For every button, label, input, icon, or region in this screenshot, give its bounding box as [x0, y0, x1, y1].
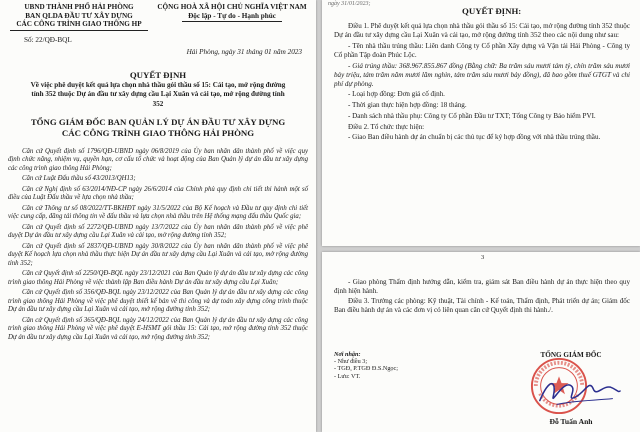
legal-basis-item: Căn cứ Quyết định số 1796/QĐ-UBND ngày 06/8/2019 của Ủy ban nhân dân thành phố về việc quy định chức năng, nhiệm vụ, quyền hạn, cơ cấu tổ chức và hoạt động của Ban Quản lý dự án đầu tư xây dựng các công trình giao thông Hải Phòng;	[8, 148, 308, 172]
legal-basis-item: Căn cứ Quyết định số 365/QĐ-BQL ngày 24/12/2022 của Ban Quản lý dự án đầu tư xây dựng các công trình giao thông Hải Phòng về việc phê duyệt E-HSMT gói thầu 15: Cải tạo, mở rộng đường tỉnh 352 thuộc Dự án đầu tư xây dựng cầu Lại Xuân và cải tạo, mở rộng đường tỉnh 352;	[8, 316, 308, 341]
document-page-1	[0, 0, 316, 432]
issuing-authority	[8, 117, 308, 139]
winning-price: - Giá trúng thầu: 368.967.855.867 đồng (Bằng chữ: Ba trăm sáu mươi tám tỷ, chín trăm sáu mươi bảy triệu, tám trăm năm mươi lăm nghìn, tám trăm sáu mươi bảy đồng), đã bao gồm thuế GTGT và chi phí dự phòng.	[334, 61, 630, 88]
document-page-3	[322, 252, 640, 432]
article-2-item: - Giao Ban điều hành dự án chuẩn bị các thủ tục để ký hợp đồng với nhà thầu trúng thầu.	[348, 133, 601, 142]
legal-basis-item: Căn cứ Thông tư số 08/2022/TT-BKHĐT ngày 31/5/2022 của Bộ Kế hoạch và Đầu tư quy định chi tiết việc cung cấp, đăng tải thông tin về đấu thầu và lựa chọn nhà thầu trên Hệ thống mạng đấu thầu Quốc gia;	[8, 205, 308, 221]
decision-heading: QUYẾT ĐỊNH:	[462, 6, 522, 16]
subcontractor-list: - Danh sách nhà thầu phụ: Công ty Cổ phần Đầu tư TXT; Tổng Công ty Bảo hiểm PVI.	[348, 111, 596, 120]
document-header	[4, 3, 312, 55]
legal-basis-item: Căn cứ Nghị định số 63/2014/NĐ-CP ngày 26/6/2014 của Chính phủ quy định chi tiết thi hành một số điều của Luật Đấu thầu về lựa chọn nhà thầu;	[8, 186, 308, 202]
recipient-item: - Như điều 3;	[334, 358, 368, 366]
document-page-2	[322, 0, 640, 246]
page-number: 3	[481, 254, 485, 261]
legal-basis-item: Căn cứ Quyết định số 2272/QĐ-UBND ngày 13/7/2022 của Ủy ban nhân dân thành phố về việc phê duyệt Dự án đầu tư xây dựng cầu Lại Xuân và cải tạo, mở rộng đường tỉnh 352;	[8, 224, 308, 240]
article-1: Điều 1. Phê duyệt kết quả lựa chọn nhà thầu gói thầu số 15: Cải tạo, mở rộng đường tỉnh 352 thuộc Dự án đầu tư xây dựng cầu Lại Xuân và cải tạo, mở rộng đường tỉnh 352 theo các nội dung như sau:	[334, 22, 630, 40]
recipient-item: - Lưu: VT.	[334, 372, 361, 380]
document-subject: Về việc phê duyệt kết quả lựa chọn nhà thầu gói thầu số 15: Cải tạo, mở rộng đường tỉnh 352 thuộc Dự án đầu tư xây dựng cầu Lại Xuân và cải tạo, mở rộng đường tỉnh 352	[30, 81, 286, 108]
article-2-item: - Giao phòng Thẩm định hướng dẫn, kiểm tra, giám sát Ban điều hành dự án thực hiện theo quy định hiện hành.	[334, 278, 630, 295]
signature-block	[510, 351, 632, 431]
legal-basis-list	[8, 148, 308, 344]
signer-name: Đỗ Tuấn Anh	[549, 417, 593, 426]
carried-over-text: ngày 31/01/2023;	[328, 1, 371, 7]
recipients-label: Nơi nhận:	[334, 351, 361, 358]
document-date: Hải Phòng, ngày 31 tháng 01 năm 2023	[186, 48, 302, 56]
national-name: CỘNG HOÀ XÃ HỘI CHỦ NGHĨA VIỆT NAM	[157, 3, 307, 11]
contract-duration: - Thời gian thực hiện hợp đồng: 18 tháng.	[348, 101, 467, 110]
national-motto	[152, 3, 312, 22]
winner-name: - Tên nhà thầu trúng thầu: Liên danh Công ty Cổ phần Xây dựng và Vận tải Hải Phòng - Công ty Cổ phần Tập đoàn Phúc Lộc.	[334, 41, 630, 59]
agency-line-3: CÁC CÔNG TRÌNH GIAO THÔNG HP	[10, 20, 147, 31]
closing-articles	[334, 278, 630, 317]
handwritten-signature-icon	[536, 371, 622, 411]
motto: Độc lập - Tự do - Hạnh phúc	[182, 12, 282, 23]
legal-basis-item: Căn cứ Quyết định số 2250/QĐ-BQL ngày 23/12/2021 của Ban Quản lý dự án đầu tư xây dựng các công trình giao thông Hải Phòng về việc thành lập Ban điều hành Dự án đầu tư xây dựng cầu Lại Xuân;	[8, 270, 308, 286]
decision-articles	[334, 22, 630, 144]
document-title: QUYẾT ĐỊNH	[129, 70, 187, 80]
agency-line-1: UBND THÀNH PHỐ HẢI PHÒNG	[24, 3, 134, 11]
recipient-item: - TGĐ, P.TGĐ Đ.S.Ngọc;	[334, 365, 398, 373]
legal-basis-item: Căn cứ Luật Đấu thầu số 43/2013/QH13;	[22, 175, 136, 183]
signer-title: TỔNG GIÁM ĐỐC	[540, 351, 602, 359]
issuing-agency	[4, 3, 154, 31]
article-2: Điều 2. Tổ chức thực hiện:	[348, 122, 425, 131]
legal-basis-item: Căn cứ Quyết định số 2837/QĐ-UBND ngày 30/8/2022 của Ủy ban nhân dân thành phố về việc phê duyệt Kế hoạch lựa chọn nhà thầu thực hiện Dự án đầu tư xây dựng cầu Lại Xuân và cải tạo, mở rộng đường tỉnh 352;	[8, 243, 308, 267]
contract-type: - Loại hợp đồng: Đơn giá cố định.	[348, 90, 445, 99]
article-3: Điều 3. Trưởng các phòng: Kỹ thuật, Tài chính - Kế toán, Thẩm định, Phát triển dự án; Giám đốc Ban điều hành dự án và các đơn vị có liên quan căn cứ Quyết định thi hành./.	[334, 297, 630, 315]
recipients-block	[334, 351, 398, 380]
agency-line-2: BAN QLDA ĐẦU TƯ XÂY DỰNG	[25, 11, 133, 20]
document-number: Số: 22/QĐ-BQL	[24, 36, 72, 44]
authority-line-1: TỔNG GIÁM ĐỐC BAN QUẢN LÝ DỰ ÁN ĐẦU TƯ XÂY DỰNG	[30, 117, 286, 127]
authority-line-2: CÁC CÔNG TRÌNH GIAO THÔNG HẢI PHÒNG	[61, 128, 255, 138]
legal-basis-item: Căn cứ Quyết định số 356/QĐ-BQL ngày 23/12/2022 của Ban Quản lý dự án đầu tư xây dựng các công trình giao thông Hải Phòng về việc phê duyệt thiết kế bản vẽ thi công và dự toán xây dựng công trình thuộc Dự án đầu tư xây dựng cầu Lại Xuân và cải tạo, mở rộng đường tỉnh 352;	[8, 289, 308, 314]
